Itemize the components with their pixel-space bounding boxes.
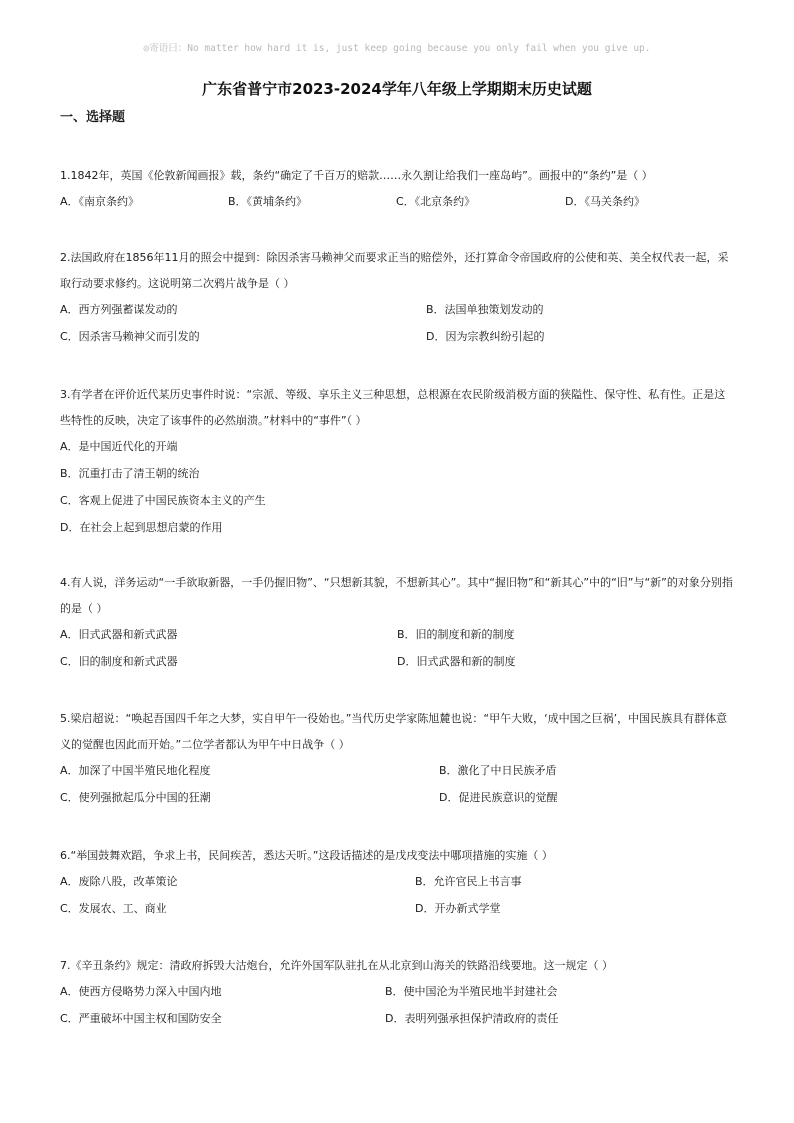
option-c[interactable]: C．严重破坏中国主权和国防安全	[60, 1012, 222, 1025]
question-3	[60, 382, 736, 542]
question-stem: 6.“举国鼓舞欢蹈，争求上书，民间疾苦，悉达天听。”这段话描述的是戊戌变法中哪项措施的实施（ ）	[60, 849, 553, 862]
option-d[interactable]: D．《马关条约》	[565, 195, 645, 208]
option-b[interactable]: B．旧的制度和新的制度	[397, 628, 515, 641]
option-row	[60, 649, 736, 676]
question-stem: 1.1842年，英国《伦敦新闻画报》载，条约“确定了千百万的赔款……永久割让给我们一座岛屿”。画报中的“条约”是（ ）	[60, 169, 653, 182]
option-b[interactable]: B．允许官民上书言事	[415, 875, 522, 888]
option-c[interactable]: C．发展农、工、商业	[60, 902, 167, 915]
option-b[interactable]: B．法国单独策划发动的	[426, 303, 544, 316]
question-2	[60, 245, 736, 351]
option-row	[60, 1006, 736, 1033]
option-b[interactable]: B．《黄埔条约》	[228, 195, 308, 208]
question-6	[60, 843, 736, 923]
option-a[interactable]: A．加深了中国半殖民地化程度	[60, 764, 211, 777]
option-row	[60, 297, 736, 324]
question-4	[60, 570, 736, 676]
option-row	[60, 189, 736, 216]
option-row	[60, 869, 736, 896]
option-c[interactable]: C．使列强掀起瓜分中国的狂潮	[60, 791, 211, 804]
option-a[interactable]: A．西方列强蓄谋发动的	[60, 303, 178, 316]
question-stem: 7.《辛丑条约》规定：清政府拆毁大沽炮台，允许外国军队驻扎在从北京到山海关的铁路沿线要地。这一规定（ ）	[60, 959, 613, 972]
option-row	[60, 324, 736, 351]
question-1	[60, 163, 736, 216]
option-d[interactable]: D．旧式武器和新的制度	[397, 655, 516, 668]
question-stem: 5.梁启超说：“唤起吾国四千年之大梦，实自甲午一役始也。”当代历史学家陈旭麓也说：“甲午大败，‘成中国之巨祸’，中国民族具有群体意义的觉醒也因此而开始。”二位学者都认为甲午中日战争（ ）	[60, 712, 728, 751]
motto-watermark: ◎寄语曰：No matter how hard it is, just keep going because you only fail when you give up.	[143, 43, 651, 54]
option-a[interactable]: A．使西方侵略势力深入中国内地	[60, 985, 222, 998]
option-b[interactable]: B．沉重打击了清王朝的统治	[60, 467, 200, 480]
question-stem: 2.法国政府在1856年11月的照会中提到：除因杀害马赖神父而要求正当的赔偿外，还打算命令帝国政府的公使和英、美全权代表一起，采取行动要求修约。这说明第二次鸦片战争是（ ）	[60, 251, 729, 290]
option-row	[60, 979, 736, 1006]
option-a[interactable]: A．旧式武器和新式武器	[60, 628, 178, 641]
option-row	[60, 896, 736, 923]
question-7	[60, 953, 736, 1033]
section-heading: 一、选择题	[60, 110, 126, 125]
option-c[interactable]: C．客观上促进了中国民族资本主义的产生	[60, 494, 266, 507]
option-a[interactable]: A．《南京条约》	[60, 195, 140, 208]
question-5	[60, 706, 736, 812]
option-d[interactable]: D．开办新式学堂	[415, 902, 501, 915]
option-d[interactable]: D．表明列强承担保护清政府的责任	[385, 1012, 559, 1025]
question-stem: 3.有学者在评价近代某历史事件时说：“宗派、等级、享乐主义三种思想，总根源在农民阶级消极方面的狭隘性、保守性、私有性。正是这些特性的反映，决定了该事件的必然崩溃。”材料中的“事件”（ ）	[60, 388, 726, 427]
option-b[interactable]: B．使中国沦为半殖民地半封建社会	[385, 985, 558, 998]
option-c[interactable]: C．因杀害马赖神父而引发的	[60, 330, 200, 343]
question-stem: 4.有人说，洋务运动“一手欲取新器，一手仍握旧物”、“只想新其貌，不想新其心”。其中“握旧物”和“新其心”中的“旧”与“新”的对象分别指的是（ ）	[60, 576, 733, 615]
option-d[interactable]: D．因为宗教纠纷引起的	[426, 330, 545, 343]
option-c[interactable]: C．旧的制度和新式武器	[60, 655, 178, 668]
option-d[interactable]: D．在社会上起到思想启蒙的作用	[60, 521, 223, 534]
option-row	[60, 622, 736, 649]
option-d[interactable]: D．促进民族意识的觉醒	[439, 791, 558, 804]
option-a[interactable]: A．是中国近代化的开端	[60, 440, 178, 453]
option-row	[60, 785, 736, 812]
option-c[interactable]: C．《北京条约》	[396, 195, 476, 208]
option-row	[60, 758, 736, 785]
option-b[interactable]: B．激化了中日民族矛盾	[439, 764, 557, 777]
option-a[interactable]: A．废除八股，改革策论	[60, 875, 178, 888]
exam-title: 广东省普宁市2023-2024学年八年级上学期期末历史试题	[202, 80, 592, 98]
